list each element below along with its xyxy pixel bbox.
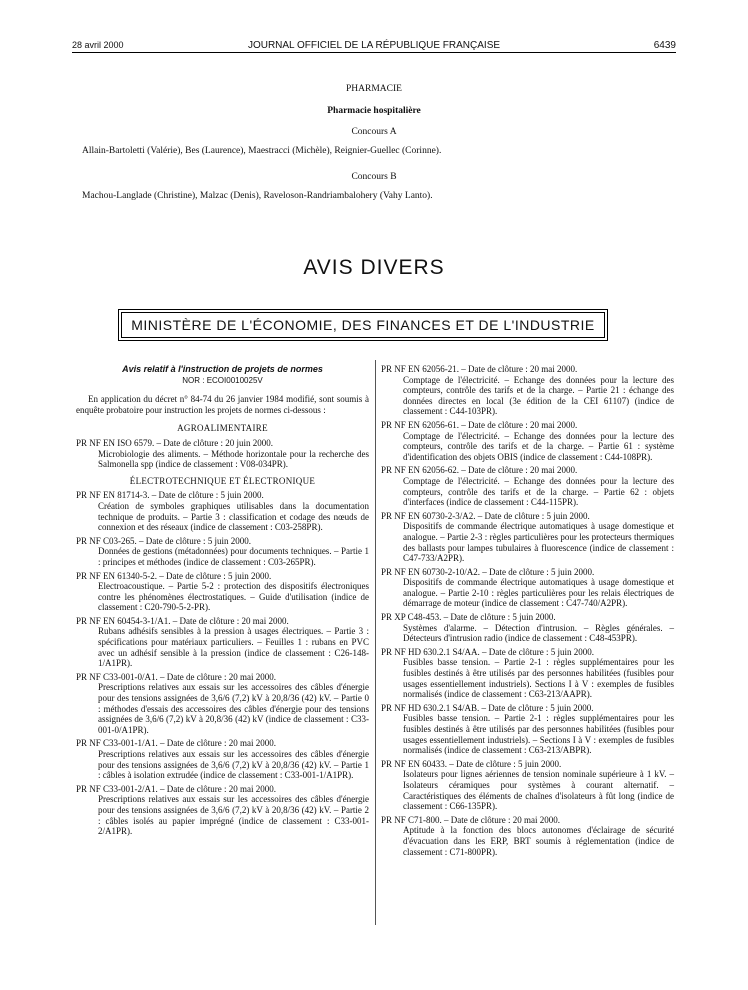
norm-entry-head: PR NF EN 62056-62. – Date de clôture : 20 mai 2000.: [381, 465, 578, 476]
norm-entry: [76, 438, 369, 470]
norm-entry: [76, 738, 369, 780]
norm-entry-body: Dispositifs de commande électrique automatiques à usage domestique et analogue. – Partie 2-10 : règles particulières pour les relais électriques de démarrage de moteur (indice de classement : C47-740/A2PR).: [403, 577, 674, 609]
norm-entry-head: PR NF HD 630.2.1 S4/AB. – Date de clôture : 5 juin 2000.: [381, 702, 594, 713]
section-agroalimentaire: AGROALIMENTAIRE: [177, 423, 268, 434]
ministere-box: MINISTÈRE DE L'ÉCONOMIE, DES FINANCES ET DE L'INDUSTRIE: [121, 312, 605, 338]
header-journal-title: JOURNAL OFFICIEL DE LA RÉPUBLIQUE FRANÇAISE: [247, 40, 501, 51]
elec-right-entries-list: [381, 364, 674, 857]
norm-entry-head: PR NF EN 81714-3. – Date de clôture : 5 juin 2000.: [76, 490, 264, 501]
norm-entry-body: Données de gestions (métadonnées) pour documents techniques. – Partie 1 : principes et méthodes (indice de classement : C03-265PR).: [98, 546, 369, 567]
norm-entry: [381, 647, 674, 700]
norm-entry-body: Aptitude à la fonction des blocs autonomes d'éclairage de sécurité d'évacuation dans les ERP, BRT soumis à réglementation (indice de classement : C71-800PR).: [403, 825, 674, 857]
norm-entry-body: Prescriptions relatives aux essais sur les accessoires des câbles d'énergie pour des tensions assignées de 3,6/6 (7,2) kV à 20,8/36 (42) kV. – Partie 1 : câbles à isolation extrudée (indice de classement : C33-001-1/A1PR).: [98, 749, 369, 781]
norm-entry-body: Systèmes d'alarme. – Détection d'intrusion. – Règles générales. – Détecteurs d'intrusion radio (indice de classement : C48-453PR).: [403, 622, 674, 644]
norm-entry-head: PR NF EN 60730-2-10/A2. – Date de clôture : 5 juin 2000.: [381, 566, 595, 577]
norm-entry-head: PR XP C48-453. – Date de clôture : 5 juin 2000.: [381, 612, 556, 623]
norm-entry-head: PR NF EN 60730-2-3/A2. – Date de clôture : 5 juin 2000.: [381, 510, 590, 521]
norm-entry: [76, 571, 369, 613]
norm-entry: [76, 784, 369, 837]
elec-left-entries-list: [76, 490, 369, 836]
norm-entry-head: PR NF EN 61340-5-2. – Date de clôture : 5 juin 2000.: [76, 570, 272, 581]
norm-entry: [381, 759, 674, 812]
norm-entry: [381, 703, 674, 756]
norm-entry-body: Prescriptions relatives aux essais sur les accessoires des câbles d'énergie pour des tensions assignées de 3,6/6 (7,2) kV à 20,8/36 (42) kV. – Partie 0 : méthodes d'essais des accessoires des câbles d'énergie pour des tensions assignées de 3,6/6 (7,2) kV à 20,8/36 (42) kV (indice de classement : C33-001-0/A1PR).: [98, 682, 369, 735]
norm-entry: [76, 490, 369, 532]
article-title: Avis relatif à l'instruction de projets de normes: [122, 364, 323, 374]
norm-entry-body: Microbiologie des aliments. – Méthode horizontale pour la recherche des Salmonella spp (indice de classement : V08-034PR).: [98, 448, 369, 470]
header-date: 28 avril 2000: [72, 40, 124, 50]
norm-entry-head: PR NF EN 62056-61. – Date de clôture : 20 mai 2000.: [381, 419, 578, 430]
norm-entry: [381, 420, 674, 462]
norm-entry-head: PR NF C33-001-2/A1. – Date de clôture : 20 mai 2000.: [76, 783, 276, 794]
norm-entry-body: Comptage de l'électricité. – Echange des données pour la lecture des compteurs, contrôle des tarifs et de la charge. – Partie 62 : objets d'interfaces (indice de classement : C44-115PR).: [403, 475, 674, 508]
concours-b-heading: Concours B: [351, 172, 397, 182]
norm-entry-body: Electroacoustique. – Partie 5-2 : protection des dispositifs électroniques contre les phénomènes électrostatiques. – Guide d'utilisation (indice de classement : C20-790-5-2-PR).: [98, 581, 369, 613]
avis-divers-heading: AVIS DIVERS: [303, 256, 445, 279]
norm-entry-body: Fusibles basse tension. – Partie 2-1 : règles supplémentaires pour les fusibles destinés à être utilisés par des personnes habilitées (fusibles pour usages essentiellement industriels). Sections I à V : exemples de fusibles normalisés (indice de classement : C63-213/AAPR).: [403, 657, 674, 700]
norm-entry-head: PR NF EN 60433. – Date de clôture : 5 juin 2000.: [381, 758, 562, 769]
norm-entry: [381, 364, 674, 417]
nor-reference: NOR : ECOI0010025V: [182, 375, 263, 385]
article-intro: En application du décret n° 84-74 du 26 janvier 1984 modifié, sont soumis à enquête probatoire pour instruction les projets de normes ci-dessous :: [76, 394, 369, 415]
running-header: [72, 40, 676, 53]
norm-entry: [381, 511, 674, 564]
norm-entry-head: PR NF C33-001-0/A1. – Date de clôture : 20 mai 2000.: [76, 671, 276, 682]
norm-entry-body: Dispositifs de commande électrique automatiques à usage domestique et analogue. – Partie 2-3 : règles particulières pour les protecteurs thermiques des ballasts pour lampes tubulaires à fluorescence (indice de classement : C47-733/A2PR).: [403, 521, 674, 564]
norm-entry-body: Comptage de l'électricité. – Echange des données pour la lecture des compteurs, contrôle des tarifs et de la charge. – Partie 21 : échange des données directes en local (3e édition de la CEI 61107) (indice de classement : C44-103PR).: [403, 374, 674, 417]
norm-entry: [76, 536, 369, 568]
norm-entry: [381, 612, 674, 644]
column-divider: [375, 360, 376, 925]
norm-entry-body: Fusibles basse tension. – Partie 2-1 : règles supplémentaires pour les fusibles destinés à être utilisés par des personnes habilitées (fusibles pour usages essentiellement industriels). – Sections I à V : exemples de fusibles normalisés (indice de classement : C63-213/ABPR).: [403, 713, 674, 756]
concours-a-heading: Concours A: [351, 127, 397, 137]
left-column: [76, 364, 369, 840]
norm-entry: [381, 567, 674, 609]
header-page-number: 6439: [653, 40, 676, 51]
norm-entry-body: Création de symboles graphiques utilisables dans la documentation technique de produits. – Partie 3 : classification et codage des nœuds de connexion et des réseaux (indice de classement : C03-258PR).: [98, 500, 369, 533]
norm-entry-head: PR NF HD 630.2.1 S4/AA. – Date de clôture : 5 juin 2000.: [381, 646, 594, 657]
norm-entry: [76, 616, 369, 669]
norm-entry: [381, 815, 674, 857]
norm-entry-head: PR NF EN 62056-21. – Date de clôture : 20 mai 2000.: [381, 364, 578, 374]
norm-entry-head: PR NF C33-001-1/A1. – Date de clôture : 20 mai 2000.: [76, 738, 276, 749]
section-electrotechnique: ÉLECTROTECHNIQUE ET ÉLECTRONIQUE: [129, 475, 316, 486]
right-column: [381, 364, 674, 860]
norm-entry-head: PR NF C71-800. – Date de clôture : 20 mai 2000.: [381, 814, 560, 825]
agro-entries-list: [76, 438, 369, 470]
norm-entry-body: Prescriptions relatives aux essais sur les accessoires des câbles d'énergie pour des tensions assignées de 3,6/6 (7,2) kV à 20,8/36 (42) kV. – Partie 2 : câbles isolés au papier imprégné (indice de classement : C33-001-2/A1PR).: [98, 794, 369, 837]
pharmacie-title: PHARMACIE: [346, 84, 402, 94]
norm-entry: [76, 672, 369, 736]
norm-entry-head: PR NF C03-265. – Date de clôture : 5 juin 2000.: [76, 535, 251, 546]
norm-entry-head: PR NF EN ISO 6579. – Date de clôture : 20 juin 2000.: [76, 437, 273, 448]
concours-b-names: Machou-Langlade (Christine), Malzac (Denis), Raveloson-Randriambalohery (Vahy Lanto).: [82, 191, 433, 201]
norm-entry-head: PR NF EN 60454-3-1/A1. – Date de clôture : 20 mai 2000.: [76, 615, 289, 626]
concours-a-names: Allain-Bartoletti (Valérie), Bes (Laurence), Maestracci (Michèle), Reignier-Guellec (Corinne).: [82, 146, 442, 156]
norm-entry-body: Comptage de l'électricité. – Echange des données pour la lecture des compteurs, contrôle des tarifs et de la charge. – Partie 61 : système d'identification des objets OBIS (indice de classement : C44-108PR).: [403, 430, 674, 462]
norm-entry-body: Rubans adhésifs sensibles à la pression à usages électriques. – Partie 3 : spécifications pour matériaux particuliers. – Feuilles 1 : rubans en PVC avec un adhésif sensible à la pression (indice de classement : C26-148-1/A1PR).: [98, 626, 369, 669]
norm-entry-body: Isolateurs pour lignes aériennes de tension nominale supérieure à 1 kV. – Isolateurs céramiques pour systèmes à courant alternatif. – Caractéristiques des éléments de chaînes d'isolateurs à fût long (indice de classement : C66-135PR).: [403, 769, 674, 812]
pharmacie-subtitle: Pharmacie hospitalière: [327, 106, 421, 116]
norm-entry: [381, 465, 674, 507]
